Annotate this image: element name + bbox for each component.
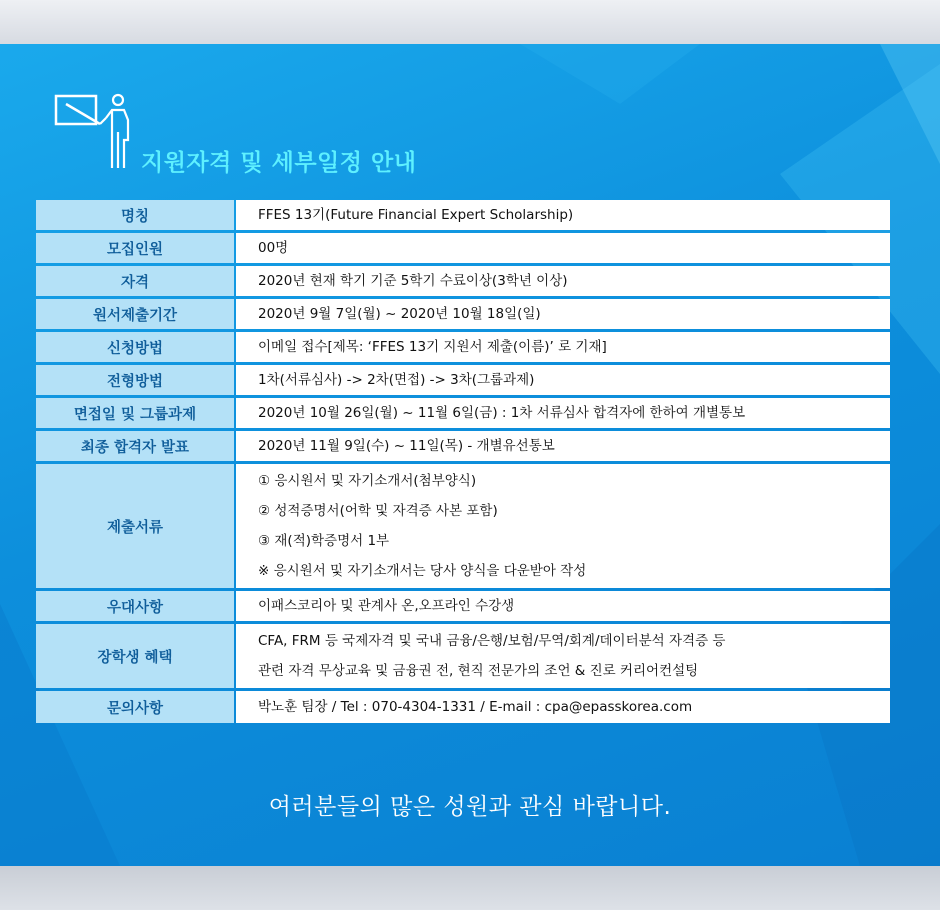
table-row bbox=[36, 431, 890, 461]
table-row bbox=[36, 200, 890, 230]
row-value-apply bbox=[236, 332, 890, 362]
row-label-qualification: 자격 bbox=[36, 266, 234, 296]
table-row bbox=[36, 233, 890, 263]
row-label-benefits: 장학생 혜택 bbox=[36, 624, 234, 688]
row-value-interview bbox=[236, 398, 890, 428]
value-line: 이메일 접수[제목: ‘FFES 13기 지원서 제출(이름)’ 로 기재] bbox=[258, 339, 607, 355]
value-line: ② 성적증명서(어학 및 자격증 사본 포함) bbox=[258, 503, 498, 519]
row-value-selection bbox=[236, 365, 890, 395]
row-label-contact: 문의사항 bbox=[36, 691, 234, 723]
table-row bbox=[36, 299, 890, 329]
value-line: ③ 재(적)학증명서 1부 bbox=[258, 533, 390, 549]
row-label-documents: 제출서류 bbox=[36, 464, 234, 588]
value-line: 이패스코리아 및 관계사 온,오프라인 수강생 bbox=[258, 598, 515, 614]
value-line: ※ 응시원서 및 자기소개서는 당사 양식을 다운받아 작성 bbox=[258, 563, 587, 579]
value-line: 2020년 9월 7일(월) ~ 2020년 10월 18일(일) bbox=[258, 306, 541, 322]
info-table bbox=[36, 200, 890, 726]
table-row bbox=[36, 332, 890, 362]
value-line: 박노훈 팀장 / Tel : 070-4304-1331 / E-mail : cpa@epasskorea.com bbox=[258, 699, 693, 715]
row-label-preference: 우대사항 bbox=[36, 591, 234, 621]
table-row bbox=[36, 591, 890, 621]
value-line: CFA, FRM 등 국제자격 및 국내 금융/은행/보험/무역/회계/데이터분석 자격증 등 bbox=[258, 633, 726, 649]
value-line: 2020년 10월 26일(월) ~ 11월 6일(금) : 1차 서류심사 합격자에 한하여 개별통보 bbox=[258, 405, 746, 421]
table-row bbox=[36, 365, 890, 395]
closing-message: 여러분들의 많은 성원과 관심 바랍니다. bbox=[268, 794, 672, 820]
row-value-contact bbox=[236, 691, 890, 723]
row-label-name: 명칭 bbox=[36, 200, 234, 230]
row-label-announcement: 최종 합격자 발표 bbox=[36, 431, 234, 461]
page-title: 지원자격 및 세부일정 안내 bbox=[141, 150, 417, 176]
table-row bbox=[36, 624, 890, 688]
teacher-board-icon bbox=[54, 92, 144, 172]
row-value-name bbox=[236, 200, 890, 230]
row-value-announcement bbox=[236, 431, 890, 461]
row-value-period bbox=[236, 299, 890, 329]
value-line: 2020년 11월 9일(수) ~ 11일(목) - 개별유선통보 bbox=[258, 438, 555, 454]
row-value-benefits bbox=[236, 624, 890, 688]
table-row bbox=[36, 464, 890, 588]
top-strip bbox=[0, 0, 940, 44]
row-label-recruit: 모집인원 bbox=[36, 233, 234, 263]
value-line: 관련 자격 무상교육 및 금융권 전, 현직 전문가의 조언 & 진로 커리어컨설팅 bbox=[258, 663, 699, 679]
row-value-recruit bbox=[236, 233, 890, 263]
table-row bbox=[36, 691, 890, 723]
value-line: 1차(서류심사) -> 2차(면접) -> 3차(그룹과제) bbox=[258, 372, 535, 388]
row-label-period: 원서제출기간 bbox=[36, 299, 234, 329]
row-label-selection: 전형방법 bbox=[36, 365, 234, 395]
info-panel bbox=[0, 44, 940, 866]
row-value-preference bbox=[236, 591, 890, 621]
value-line: 00명 bbox=[258, 240, 289, 256]
bottom-strip bbox=[0, 866, 940, 910]
table-row bbox=[36, 266, 890, 296]
table-row bbox=[36, 398, 890, 428]
value-line: 2020년 현재 학기 기준 5학기 수료이상(3학년 이상) bbox=[258, 273, 568, 289]
value-line: ① 응시원서 및 자기소개서(첨부양식) bbox=[258, 473, 477, 489]
value-line: FFES 13기(Future Financial Expert Scholarship) bbox=[258, 207, 574, 223]
row-label-apply: 신청방법 bbox=[36, 332, 234, 362]
row-value-qualification bbox=[236, 266, 890, 296]
section-header bbox=[54, 92, 654, 176]
row-label-interview: 면접일 및 그룹과제 bbox=[36, 398, 234, 428]
row-value-documents bbox=[236, 464, 890, 588]
